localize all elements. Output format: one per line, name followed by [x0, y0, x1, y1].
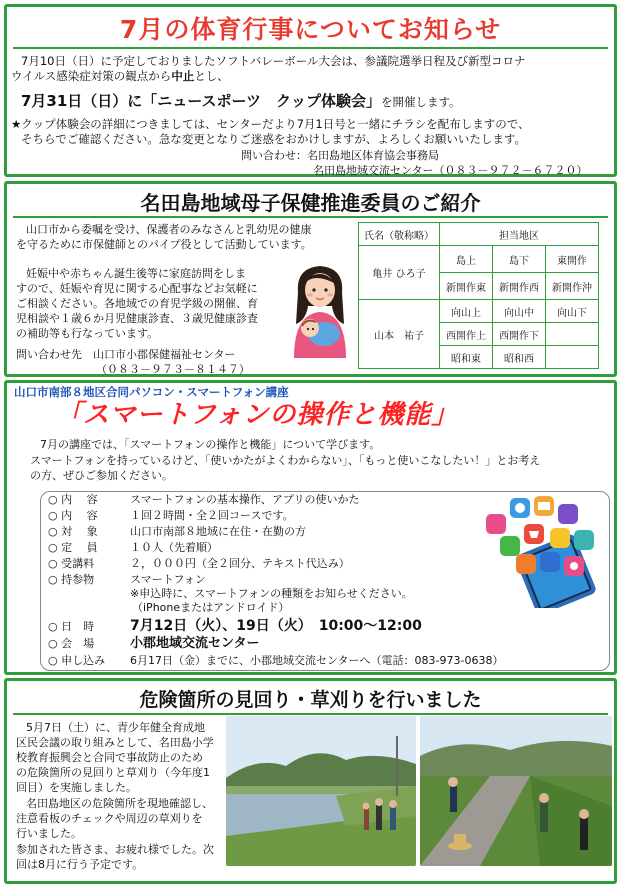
apply-info: 6月17日（金）までに、小郡地域交流センターへ（電話：083-973-0638） — [130, 654, 504, 667]
detail-row-content — [48, 493, 359, 507]
course-place: 小郡地域交流センター — [130, 636, 260, 651]
report-line1: 5月7日（土）に、青少年健全育成地 — [26, 721, 205, 734]
detail-row-fee — [48, 557, 350, 571]
header-name: 氏名（敬称略） — [359, 223, 440, 246]
event-announcement — [21, 91, 461, 112]
area-cell: 島下 — [493, 246, 546, 273]
course-title: 「スマートフォンの操作と機能」 — [56, 400, 459, 430]
row-key: ○ 定 員 — [48, 541, 98, 554]
area-cell: 新開作東 — [440, 273, 493, 300]
row-key: ○ 内 容 — [48, 509, 98, 522]
detail-row-target — [48, 525, 306, 539]
area-cell: 向山中 — [493, 300, 546, 323]
detail-row-date — [48, 617, 422, 636]
empty-cell — [546, 346, 599, 369]
detail-row-place — [48, 636, 259, 652]
area-cell: 向山下 — [546, 300, 599, 323]
row-value: スマートフォンの基本操作、アプリの使いかた — [130, 493, 360, 506]
row-value: １回２時間・全２回コースです。 — [130, 509, 294, 522]
report-line5: 回目）を実施しました。 — [16, 781, 137, 794]
report-line7: 注意看板のチェックや周辺の草刈りを — [16, 812, 203, 825]
patrol-photo-1 — [226, 716, 416, 866]
area-cell: 向山上 — [440, 300, 493, 323]
row-key: ○ 持参物 — [48, 573, 95, 586]
report-line9: 参加された皆さま、お疲れ様でした。次 — [16, 843, 214, 856]
course-intro3: の方、ぜひご参加ください。 — [30, 469, 173, 482]
health-contact-center: 問い合わせ先 山口市小郡保健福祉センター — [16, 348, 236, 361]
row-value: スマートフォン — [130, 573, 206, 586]
body-line4: 児相談や１歳６か月児健康診査、３歳児健康診査 — [16, 312, 258, 325]
body-line5: の補助等も行なっています。 — [16, 327, 159, 340]
detail-row-bring — [48, 573, 206, 587]
row-key: ○ 対 象 — [48, 525, 98, 538]
body-line2: すので、妊娠や育児に関する心配事などお気軽に — [16, 282, 258, 295]
sports-notice-title: 7月の体育行事についてお知らせ — [119, 15, 502, 44]
report-line3: 校教育振興会と合同で事故防止のため — [16, 751, 203, 764]
empty-cell — [546, 323, 599, 346]
event-name: 7月31日（日）に「ニュースポーツ クップ体験会」 — [21, 92, 381, 110]
intro-line1: 山口市から委嘱を受け、保護者のみなさんと乳幼児の健康 — [26, 223, 312, 236]
row-key: ○ 申し込み — [48, 654, 106, 667]
smartphone-apps-illustration — [472, 490, 602, 608]
report-line6: 名田島地区の危険箇所を現地確認し、 — [26, 797, 213, 810]
header-area: 担当地区 — [440, 223, 599, 246]
area-cell: 西開作下 — [493, 323, 546, 346]
area-cell: 西開作上 — [440, 323, 493, 346]
mother-baby-illustration — [284, 262, 356, 358]
report-line8: 行いました。 — [16, 827, 82, 840]
area-cell: 昭和東 — [440, 346, 493, 369]
intro-line2: を守るために市保健師とのパイプ役として活動しています。 — [16, 238, 312, 251]
detail-row-capacity — [48, 541, 218, 555]
area-cell: 新開作沖 — [546, 273, 599, 300]
area-cell: 昭和西 — [493, 346, 546, 369]
area-cell: 新開作西 — [493, 273, 546, 300]
course-kicker: 山口市南部８地区合同パソコン・スマートフォン講座 — [14, 385, 289, 399]
row-key: ○ 日 時 — [48, 620, 95, 633]
cancel-reason: ウイルス感染症対策の観点から — [11, 69, 172, 83]
detail-line1: ★クップ体験会の詳細につきましては、センターだより7月1日号と一緒にチラシを配布しますので、 — [11, 117, 530, 131]
report-line2: 区民会議の取り組みとして、名田島小学 — [16, 736, 214, 749]
sports-event-section — [4, 4, 617, 177]
member-name: 亀井 ひろ子 — [359, 246, 440, 300]
row-value: 山口市南部８地域に在住・在勤の方 — [130, 525, 306, 538]
course-intro1: 7月の講座では、「スマートフォンの操作と機能」について学びます。 — [40, 438, 381, 451]
detail-line2: そちらでご確認ください。急な変更となりご迷惑をおかけしますが、よろしくお願いいたします。 — [21, 132, 526, 146]
bring-note1: ※申込時に、スマートフォンの種類をお知らせください。 — [130, 587, 413, 600]
health-contact-phone: （０８３－９７３－８１４７） — [96, 363, 250, 376]
row-key: ○ 内 容 — [48, 493, 98, 506]
safety-patrol-title: 危険箇所の見回り・草刈りを行いました — [139, 689, 482, 711]
row-key: ○ 受講料 — [48, 557, 95, 570]
detail-row-sessions — [48, 509, 294, 523]
row-value: ２，０００円（全２回分、テキスト代込み） — [130, 557, 350, 570]
area-cell: 島上 — [440, 246, 493, 273]
cancel-notice-line1: 7月10日（日）に予定しておりましたソフトバレーボール大会は、参議院選挙日程及び新型コロナ — [21, 54, 526, 68]
report-line10: 回は8月に行う予定です。 — [16, 858, 144, 871]
contact-center-phone: 名田島地域交流センター（０８３－９７２－６７２０） — [313, 164, 588, 177]
maternal-health-title: 名田島地域母子保健推進委員のご紹介 — [140, 191, 481, 215]
body-line3: ご相談ください。各地域での育児学級の開催、育 — [16, 297, 258, 310]
area-cell: 東開作 — [546, 246, 599, 273]
title-divider — [13, 216, 608, 218]
cancel-word: 中止 — [171, 69, 195, 83]
title-divider — [13, 713, 608, 715]
event-tail: を開催します。 — [380, 95, 461, 109]
contact-office: 問い合わせ：名田島地区体育協会事務局 — [241, 149, 439, 162]
row-value: １０人（先着順） — [130, 541, 218, 554]
cancel-notice-line2 — [11, 69, 229, 84]
report-line4: の危険箇所の見回りと草刈り（今年度1 — [16, 766, 210, 779]
course-date: 7月12日（火）、19日（火） 10:00～12:00 — [130, 618, 422, 634]
bring-note2: （iPhoneまたはアンドロイド） — [132, 601, 290, 614]
row-key: ○ 会 場 — [48, 637, 95, 650]
title-divider — [13, 47, 608, 49]
detail-row-apply — [48, 654, 503, 668]
course-intro2: スマートフォンを持っているけど、「使いかたがよくわからない」、「もっと使いこなしたい！」とお考え — [30, 454, 541, 467]
cancel-suffix: とし、 — [194, 69, 229, 83]
committee-table — [358, 222, 599, 369]
member-name: 山本 祐子 — [359, 300, 440, 369]
patrol-photo-2 — [420, 716, 612, 866]
body-line1: 妊娠中や赤ちゃん誕生後等に家庭訪問をしま — [26, 267, 246, 280]
